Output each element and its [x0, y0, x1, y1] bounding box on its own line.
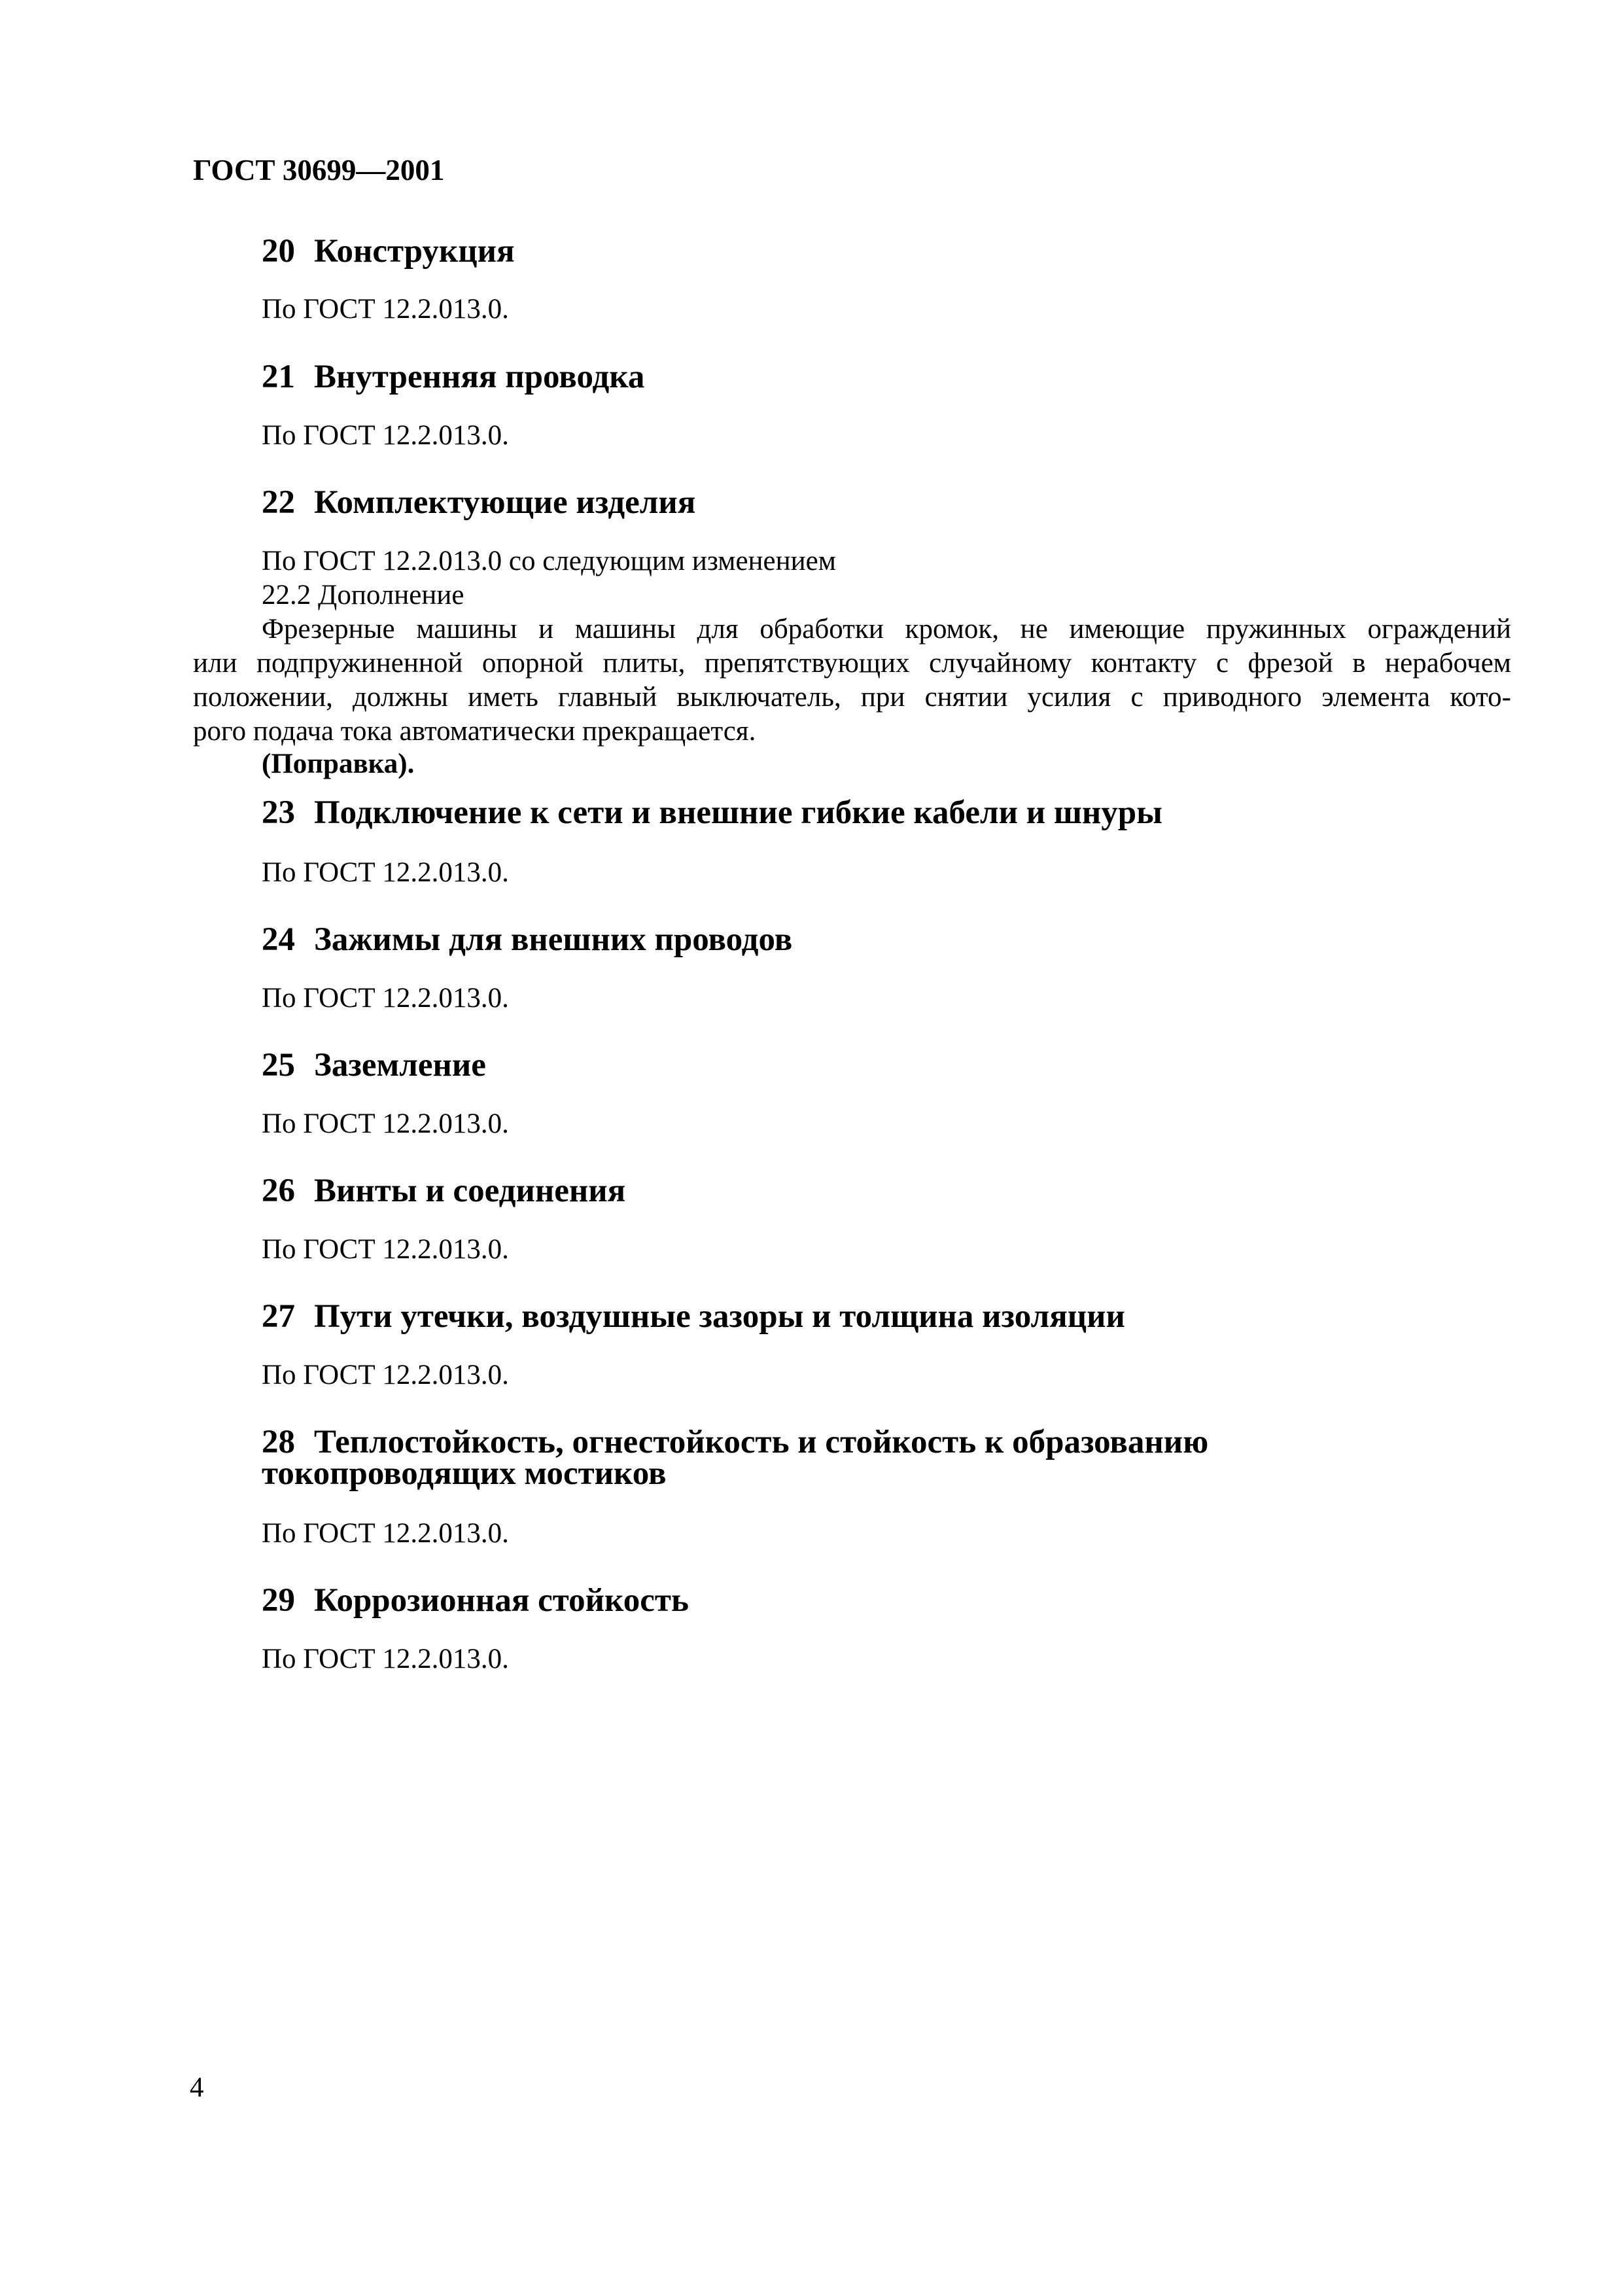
section-body: По ГОСТ 12.2.013.0.	[262, 294, 509, 325]
section-heading: Зажимы для внешних проводов	[314, 921, 793, 958]
section-heading: Теплостойкость, огнестойкость и стойкость к образованию	[314, 1424, 1209, 1460]
subsection-label: 22.2 Дополнение	[262, 580, 464, 610]
paragraph-line: Фрезерные машины и машины для обработки кромок, не имеющие пружинных ограждений	[262, 614, 1511, 645]
section-title	[262, 1048, 486, 1083]
paragraph-line: положении, должны иметь главный выключатель, при снятии усилия с приводного элемента кото-	[193, 682, 1511, 713]
section-heading: Конструкция	[314, 233, 515, 270]
section-heading: Комплектующие изделия	[314, 484, 696, 521]
section-title	[262, 486, 695, 520]
section-title	[262, 1174, 625, 1209]
section-heading-continuation: токопроводящих мостиков	[262, 1455, 667, 1492]
section-body: По ГОСТ 12.2.013.0.	[262, 420, 509, 451]
page-number: 4	[190, 2072, 204, 2103]
section-body: По ГОСТ 12.2.013.0.	[262, 1518, 509, 1549]
section-body: По ГОСТ 12.2.013.0 со следующим изменением	[262, 546, 836, 576]
amendment-paragraph	[193, 612, 1511, 749]
section-number: 23	[262, 794, 295, 831]
section-number: 24	[262, 921, 295, 958]
section-heading: Пути утечки, воздушные зазоры и толщина изоляции	[314, 1298, 1125, 1335]
section-number: 27	[262, 1298, 295, 1335]
section-body: По ГОСТ 12.2.013.0.	[262, 1108, 509, 1139]
correction-note: (Поправка).	[262, 749, 415, 779]
section-heading: Заземление	[314, 1047, 486, 1084]
section-title	[262, 1583, 689, 1618]
section-number: 22	[262, 484, 295, 521]
section-number: 28	[262, 1424, 295, 1460]
section-heading: Внутренняя проводка	[314, 359, 645, 395]
section-number: 21	[262, 359, 295, 395]
section-body: По ГОСТ 12.2.013.0.	[262, 1644, 509, 1674]
section-body: По ГОСТ 12.2.013.0.	[262, 983, 509, 1014]
section-title	[262, 1299, 1125, 1334]
section-heading: Коррозионная стойкость	[314, 1582, 689, 1619]
section-title	[262, 796, 1162, 830]
section-number: 26	[262, 1173, 295, 1209]
section-body: По ГОСТ 12.2.013.0.	[262, 857, 509, 888]
section-title	[262, 923, 792, 957]
section-number: 20	[262, 233, 295, 270]
section-heading: Подключение к сети и внешние гибкие кабели и шнуры	[314, 794, 1162, 831]
paragraph-line: или подпружиненной опорной плиты, препятствующих случайному контакту с фрезой в нерабочем	[193, 648, 1511, 679]
section-title	[262, 234, 515, 269]
section-number: 25	[262, 1047, 295, 1084]
section-body: По ГОСТ 12.2.013.0.	[262, 1234, 509, 1265]
document-code: ГОСТ 30699—2001	[193, 154, 445, 186]
section-body: По ГОСТ 12.2.013.0.	[262, 1360, 509, 1390]
paragraph-line: рого подача тока автоматически прекращается.	[193, 716, 756, 747]
section-number: 29	[262, 1582, 295, 1619]
section-heading: Винты и соединения	[314, 1173, 626, 1209]
section-title	[262, 360, 644, 395]
